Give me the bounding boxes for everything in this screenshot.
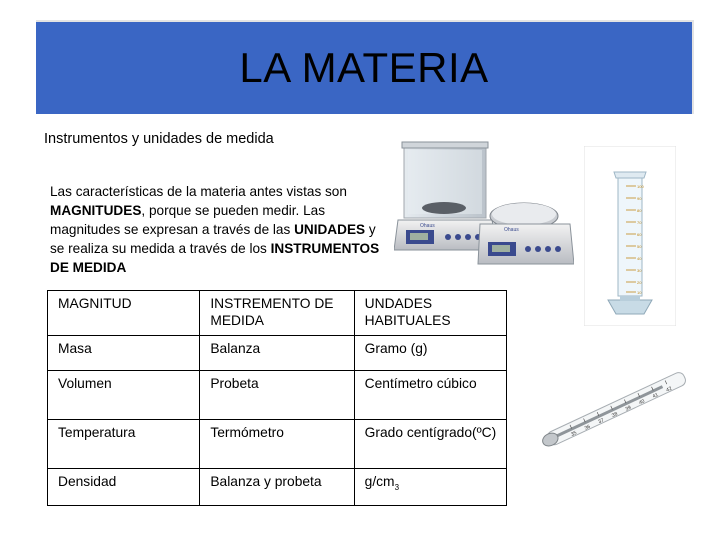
cell-magnitud: Masa: [48, 336, 200, 371]
header-magnitud: MAGNITUD: [48, 291, 200, 336]
cell-magnitud: Temperatura: [48, 420, 200, 469]
header-unidades: UNDADES HABITUALES: [354, 291, 506, 336]
svg-text:38: 38: [610, 411, 619, 419]
svg-text:80: 80: [637, 208, 642, 213]
svg-text:100: 100: [637, 184, 644, 189]
table-row: [48, 336, 507, 371]
svg-text:60: 60: [637, 232, 642, 237]
header-instrumento: INSTREMENTO DE MEDIDA: [200, 291, 354, 336]
cell-instrumento: Probeta: [200, 371, 354, 420]
cell-magnitud: Volumen: [48, 371, 200, 420]
table-header-row: [48, 291, 507, 336]
term-unidades: UNIDADES: [294, 222, 366, 237]
cell-instrumento: Termómetro: [200, 420, 354, 469]
svg-text:90: 90: [637, 196, 642, 201]
cell-instrumento: Balanza: [200, 336, 354, 371]
graduated-cylinder-image: [584, 146, 676, 326]
svg-text:20: 20: [637, 280, 642, 285]
cell-unidad: Gramo (g): [354, 336, 506, 371]
term-magnitudes: MAGNITUDES: [50, 203, 142, 218]
svg-text:40: 40: [637, 256, 642, 261]
svg-text:Ohaus: Ohaus: [420, 223, 435, 229]
title-banner: [36, 20, 694, 114]
svg-text:36: 36: [583, 423, 592, 432]
svg-text:Ohaus: Ohaus: [504, 227, 519, 233]
svg-text:39: 39: [624, 404, 633, 413]
svg-text:35: 35: [570, 430, 578, 438]
svg-text:37: 37: [597, 417, 605, 426]
svg-text:30: 30: [637, 268, 642, 273]
intro-paragraph: Las características de la materia antes vistas son MAGNITUDES, porque se pueden medir. Las magnitudes se expresan a través de las UNIDADES y se realiza su medida a través de los INSTRUMENTOS DE MEDIDA: [50, 184, 380, 275]
term-instrumentos: INSTRUMENTOS DE MEDIDA: [50, 241, 380, 275]
cell-unidad: $g/cm_3$: [354, 469, 506, 506]
svg-text:70: 70: [637, 220, 642, 225]
svg-text:40: 40: [638, 398, 646, 407]
cell-unidad: Grado centígrado(ºC): [354, 420, 506, 469]
table-row: [48, 469, 507, 506]
measurement-table: [47, 290, 507, 506]
balances-image: [394, 138, 574, 278]
svg-text:10: 10: [637, 290, 642, 295]
subtitle: Instrumentos y unidades de medida: [44, 131, 274, 147]
table-row: [48, 371, 507, 420]
svg-text:50: 50: [637, 244, 642, 249]
thermometer-image: [528, 360, 704, 460]
svg-text:42: 42: [665, 385, 673, 394]
cell-instrumento: Balanza y probeta: [200, 469, 354, 506]
page-title: LA MATERIA: [239, 44, 489, 91]
cell-magnitud: Densidad: [48, 469, 200, 506]
svg-text:41: 41: [651, 392, 660, 400]
table-row: [48, 420, 507, 469]
cell-unidad: Centímetro cúbico: [354, 371, 506, 420]
